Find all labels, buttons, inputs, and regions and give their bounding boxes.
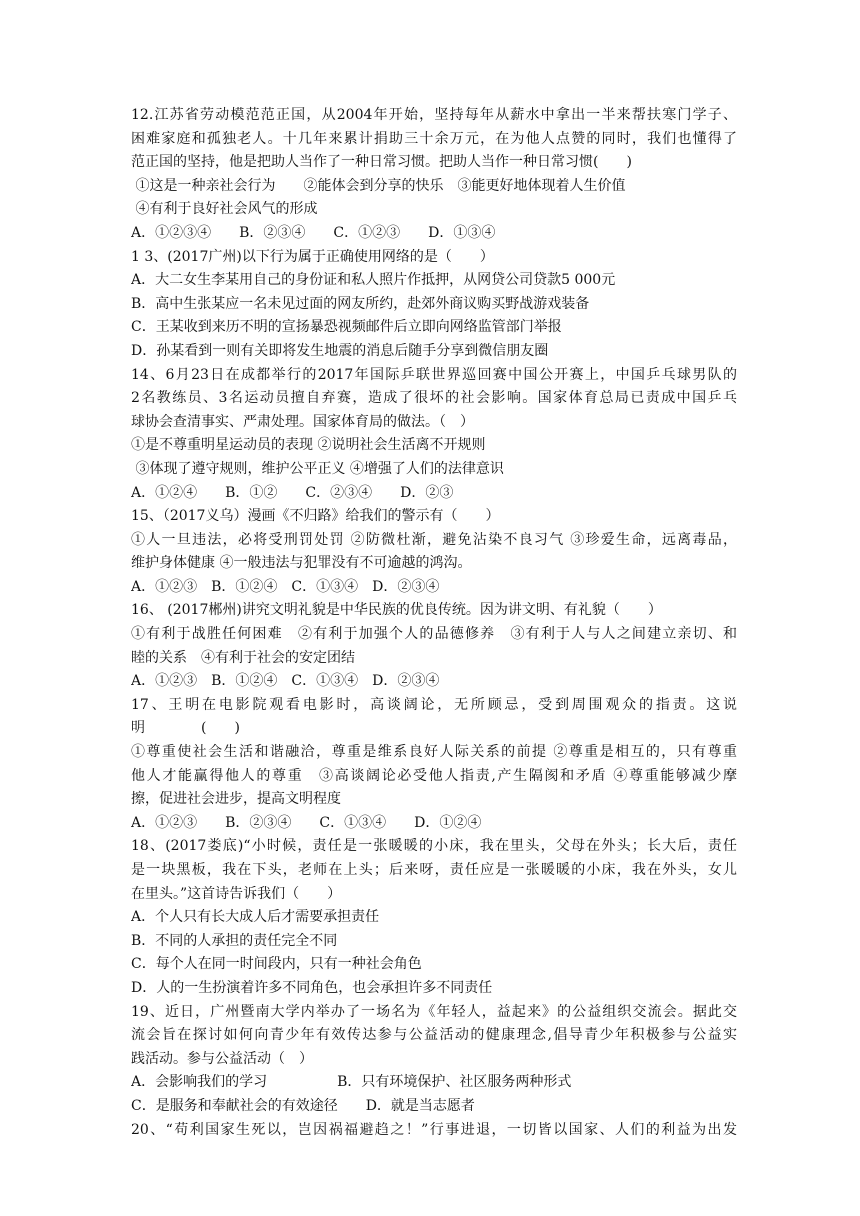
question-line: A．①②③ B．①②④ C．①③④ D．②③④ [131,578,440,595]
question-stem: 19、近日，广州暨南大学内举办了一场名为《年轻人，益起来》的公益组织交流会。据此交 [131,1003,737,1020]
question-3 [131,505,737,599]
question-stem: 17、王明在电影院观看电影时，高谈阔论，无所顾忌，受到周围观众的指责。这说 [131,696,737,713]
question-stem: 15、（2017义乌）漫画《不归路》给我们的警示有（ ） [131,508,500,525]
question-line: ①人一旦违法，必将受刑罚处罚 ②防微杜渐，避免沾染不良习气 ③珍爱生命，远离毒品， [131,531,737,548]
question-stem: 18、(2017娄底)“小时候，责任是一张暖暖的小床，我在里头，父母在外头；长大后，责任 [131,838,737,855]
question-line: C．每个人在同一时间段内，只有一种社会角色 [131,956,422,973]
question-line: 睦的关系 ④有利于社会的安定团结 [131,649,355,666]
question-line: A．会影响我们的学习 B．只有环境保护、社区服务两种形式 [131,1074,572,1091]
question-line: 他人才能赢得他人的尊重 ③高谈阔论必受他人指责,产生隔阂和矛盾 ④尊重能够减少摩 [131,767,737,784]
question-line: ①尊重使社会生活和谐融洽，尊重是维系良好人际关系的前提 ②尊重是相互的，只有尊重 [131,744,737,761]
question-stem: 1 3、(2017广州)以下行为属于正确使用网络的是（ ） [131,248,494,265]
question-line: ①这是一种亲社会行为 ②能体会到分享的快乐 ③能更好地体现着人生价值 [131,177,626,194]
question-line: A．个人只有长大成人后才需要承担责任 [131,909,380,926]
question-6 [131,835,737,1000]
question-line: 2名教练员、3名运动员擅自弃赛，造成了很坏的社会影响。国家体育总局已责成中国乒乓 [131,390,737,407]
question-4 [131,599,737,693]
question-line: 明 ( ) [131,720,240,737]
question-line: 是一块黑板，我在下头，老师在上头；后来呀，责任应是一张暖暖的小床，我在外头，女儿 [131,862,737,878]
question-stem: 20、“苟利国家生死以，岂因祸福避趋之！”行事进退，一切皆以国家、人们的利益为出发 [131,1121,737,1138]
question-5 [131,694,737,836]
question-line: ④有利于良好社会风气的形成 [131,201,318,218]
question-line: ①有利于战胜任何困难 ②有利于加强个人的品德修养 ③有利于人与人之间建立亲切、和 [131,626,737,643]
question-1 [131,246,737,364]
question-2 [131,364,737,506]
question-line: 维护身体健康 ④一般违法与犯罪没有不可逾越的鸿沟。 [131,555,472,572]
question-8 [131,1119,737,1143]
question-line: 在里头。”这首诗告诉我们（ ） [131,885,342,902]
question-line: 困难家庭和孤独老人。十几年来累计捐助三十余万元，在为他人点赞的同时，我们也懂得了 [131,130,737,147]
question-line: A．①②③ B．①②④ C．①③④ D．②③④ [131,673,440,690]
question-line: A．大二女生李某用自己的身份证和私人照片作抵押，从网贷公司贷款5 000元 [131,272,616,289]
question-line: B．不同的人承担的责任完全不同 [131,932,338,949]
question-line: ①是不尊重明星运动员的表现 ②说明社会生活离不开规则 [131,437,486,454]
question-stem: 14、6月23日在成都举行的2017年国际乒联世界巡回赛中国公开赛上，中国乒乓球男队的 [131,366,737,383]
question-line: A．①②③④ B．②③④ C．①②③ D．①③④ [131,224,496,241]
question-list [131,104,737,1142]
question-line: D．人的一生扮演着许多不同角色，也会承担许多不同责任 [131,979,493,996]
question-0 [131,104,737,246]
question-line: 范正国的坚持，他是把助人当作了一种日常习惯。把助人当作一种日常习惯( ) [131,154,632,171]
question-line: C．是服务和奉献社会的有效途径 D．就是当志愿者 [131,1097,475,1114]
question-line: ③体现了遵守规则，维护公平正义 ④增强了人们的法律意识 [131,460,504,477]
question-line: 擦，促进社会进步，提高文明程度 [131,791,341,808]
question-line: A．①②③ B．②③④ C．①③④ D．①②④ [131,814,482,831]
question-stem: 12.江苏省劳动模范范正国，从2004年开始，坚持每年从薪水中拿出一半来帮扶寒门学子、 [131,107,737,123]
question-line: 流会旨在探讨如何向青少年有效传达参与公益活动的健康理念,倡导青少年积极参与公益实 [131,1027,737,1044]
question-line: B．高中生张某应一名未见过面的网友所约，赴郊外商议购买野战游戏装备 [131,295,590,312]
question-stem: 16、 (2017郴州)讲究文明礼貌是中华民族的优良传统。因为讲文明、有礼貌（ ） [131,602,662,619]
question-line: 球协会查清事实、严肃处理。国家体育局的做法。（ ） [131,413,474,430]
question-line: A．①②④ B．①② C．②③④ D．②③ [131,484,454,501]
question-line: D．孙某看到一则有关即将发生地震的消息后随手分享到微信朋友圈 [131,342,549,359]
question-line: 践活动。参与公益活动（ ） [131,1050,313,1067]
question-7 [131,1001,737,1119]
question-line: C．王某收到来历不明的宣扬暴恐视频邮件后立即向网络监管部门举报 [131,319,562,336]
